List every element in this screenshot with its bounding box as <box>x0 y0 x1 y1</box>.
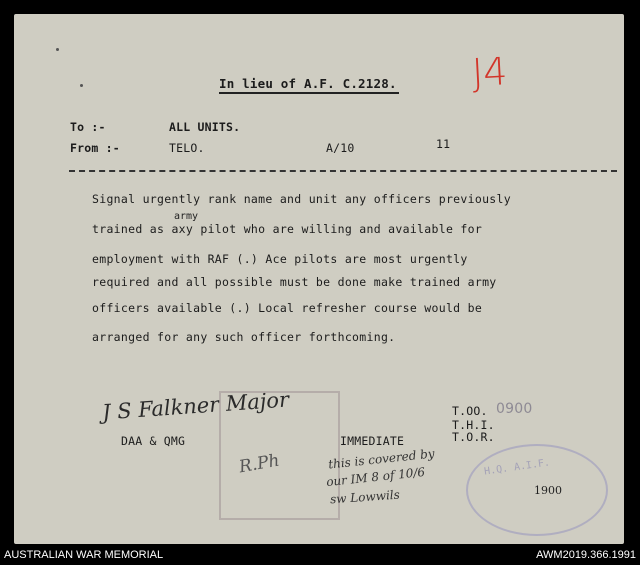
body-line: employment with RAF (.) Ace pilots are most urgently <box>92 252 468 266</box>
punch-mark <box>80 84 83 87</box>
footer-credit: AUSTRALIAN WAR MEMORIAL <box>4 549 164 561</box>
body-line: arranged for any such officer forthcoming. <box>92 330 396 344</box>
title-underline <box>219 92 399 94</box>
correction-above: army <box>174 211 199 222</box>
body-line: required and all possible must be done make trained army <box>92 275 497 289</box>
to-label: To :- <box>70 120 106 134</box>
handwritten-note-line: our IM 8 of 10/6 <box>325 464 426 490</box>
handwritten-initials: R.Ph <box>237 450 282 478</box>
time-of-origin-label: T.OO. <box>452 404 488 418</box>
body-line: Signal urgently rank name and unit any officers previously <box>92 192 511 206</box>
form-title: In lieu of A.F. C.2128. <box>219 76 397 91</box>
punch-mark <box>56 48 59 51</box>
received-stamp-text: H.Q. A.I.F. <box>483 457 551 478</box>
telegram-paper <box>14 14 624 544</box>
message-number: 11 <box>436 137 451 151</box>
from-label: From :- <box>70 141 120 155</box>
reference: A/10 <box>326 141 355 155</box>
file-annotation: J4 <box>470 49 509 95</box>
faded-stamp-box <box>219 391 340 520</box>
time-of-origin-value: 0900 <box>496 401 533 417</box>
tor-label: T.O.R. <box>452 430 495 444</box>
time-received-value: 1900 <box>534 484 562 497</box>
handwritten-note-line: sw Lowwils <box>329 487 401 507</box>
separator-line <box>69 170 617 172</box>
from-value: TELO. <box>169 141 205 155</box>
position-label: DAA & QMG <box>121 434 186 448</box>
to-value: ALL UNITS. <box>169 120 241 134</box>
thi-label: T.H.I. <box>452 418 495 432</box>
handwritten-signature: J S Falkner Major <box>101 387 290 425</box>
priority-label: IMMEDIATE <box>340 434 405 448</box>
footer-accession: AWM2019.366.1991 <box>536 549 636 561</box>
body-line: officers available (.) Local refresher course would be <box>92 301 483 315</box>
handwritten-note-line: this is covered by <box>327 446 436 472</box>
body-line: trained as axy pilot who are willing and available for <box>92 222 483 236</box>
